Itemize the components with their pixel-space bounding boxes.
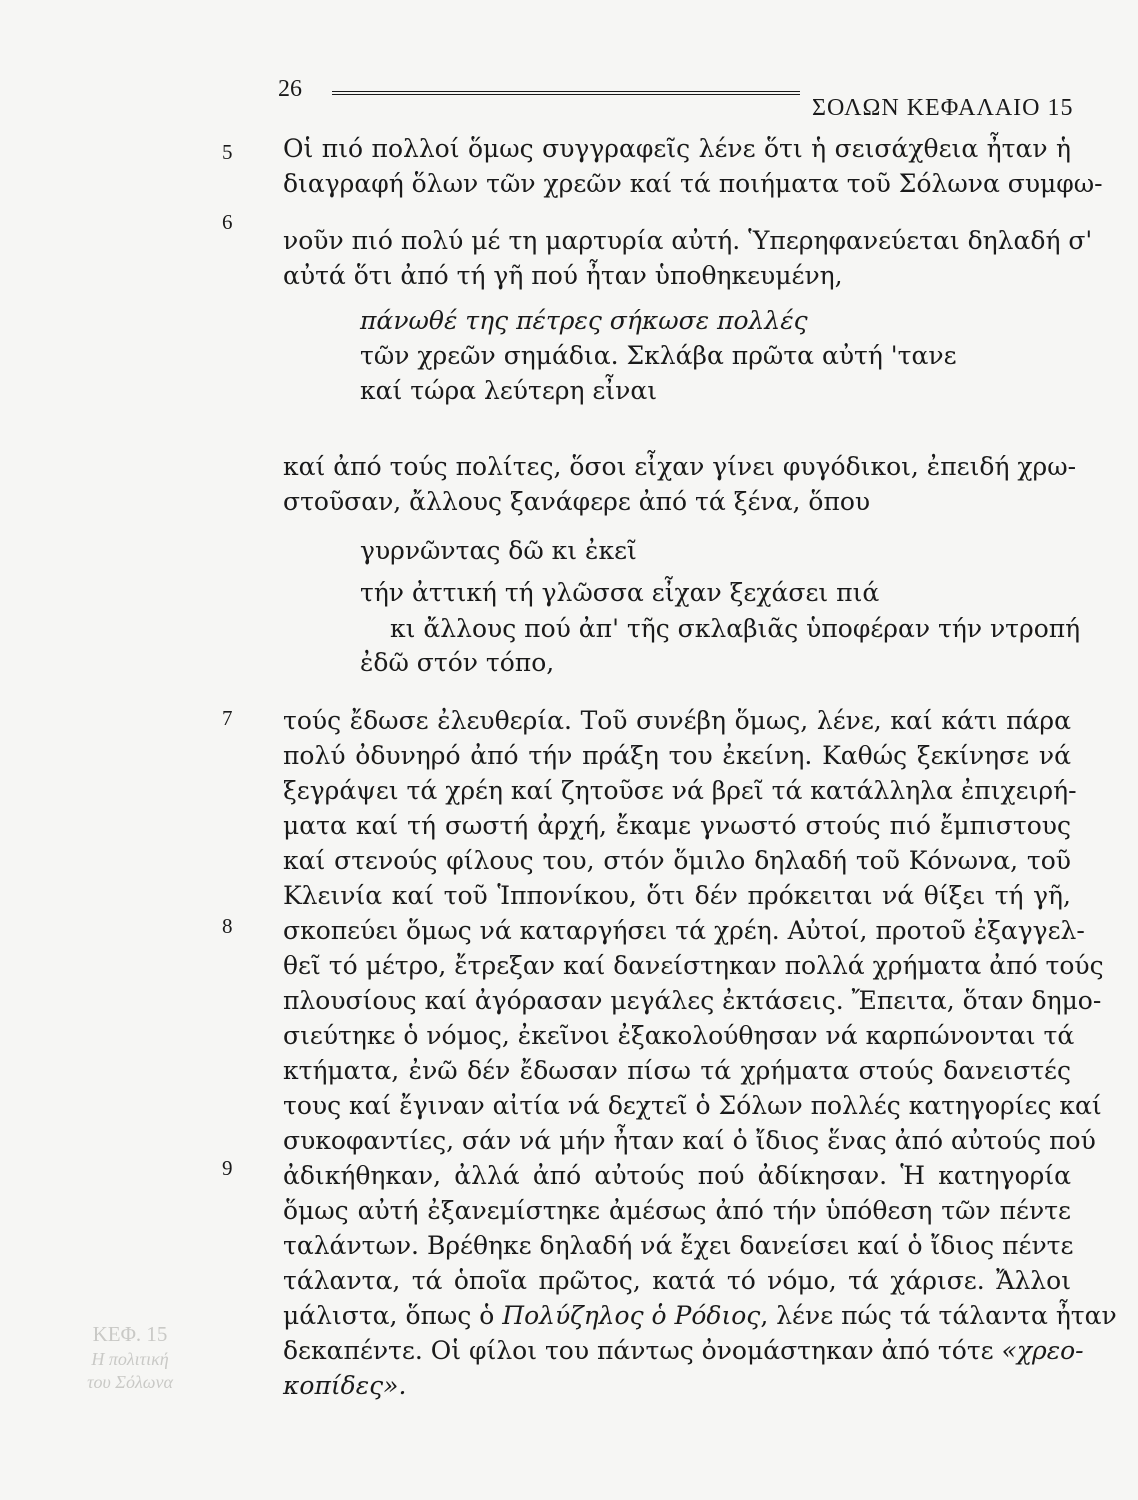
text-line: Κλεινία καί τοῦ Ἱππονίκου, ὅτι δέν πρόκειται νά θίξει τή γῆ, <box>283 881 1071 910</box>
margin-number-6: 6 <box>222 210 233 234</box>
text-line: ἀδικήθηκαν, ἀλλά ἀπό αὐτούς πού ἀδίκησαν. Ἡ κατηγορία <box>283 1161 1071 1190</box>
text-line: τούς ἔδωσε ἐλευθερία. Τοῦ συνέβη ὅμως, λένε, καί κάτι πάρα <box>283 706 1071 735</box>
verse-line: τήν ἀττική τή γλῶσσα εἶχαν ξεχάσει πιά <box>360 578 880 607</box>
text-line: κτήματα, ἐνῶ δέν ἔδωσαν πίσω τά χρήματα στούς δανειστές <box>283 1056 1071 1085</box>
text-line: διαγραφή ὅλων τῶν χρεῶν καί τά ποιήματα τοῦ Σόλωνα συμφω- <box>283 169 1103 198</box>
text-segment: , λένε πώς τά τάλαντα ἦταν <box>760 1301 1117 1330</box>
text-line <box>283 1336 1084 1365</box>
text-line: ὅμως αὐτή ἐξανεμίστηκε ἀμέσως ἀπό τήν ὑπόθεση τῶν πέντε <box>283 1196 1071 1225</box>
text-line: κοπίδες». <box>283 1371 407 1400</box>
page-number: 26 <box>278 76 302 102</box>
text-segment: μάλιστα, ὅπως ὁ <box>283 1301 503 1330</box>
verse-line: καί τώρα λεύτερη εἶναι <box>360 376 658 405</box>
margin-number-5: 5 <box>222 140 233 164</box>
verse-line: γυρνῶντας δῶ κι ἐκεῖ <box>360 536 637 565</box>
text-line: τους καί ἔγιναν αἰτία νά δεχτεῖ ὁ Σόλων πολλές κατηγορίες καί <box>283 1091 1102 1120</box>
verse-line: τῶν χρεῶν σημάδια. Σκλάβα πρῶτα αὐτή 'τανε <box>360 341 957 370</box>
verse-line: ἐδῶ στόν τόπο, <box>360 648 555 677</box>
verse-line: πάνωθέ της πέτρες σήκωσε πολλές <box>360 306 808 335</box>
running-head: ΣΟΛΩΝ ΚΕΦΑΛΑΙΟ 15 <box>812 95 1074 121</box>
margin-note <box>60 1322 200 1393</box>
header-rule <box>332 91 800 95</box>
text-line: θεῖ τό μέτρο, ἔτρεξαν καί δανείστηκαν πολλά χρήματα ἀπό τούς <box>283 951 1104 980</box>
text-line: σκοπεύει ὅμως νά καταργήσει τά χρέη. Αὐτοί, προτοῦ ἐξαγγελ- <box>283 916 1085 945</box>
text-line: συκοφαντίες, σάν νά μήν ἦταν καί ὁ ἴδιος ἕνας ἀπό αὐτούς πού <box>283 1126 1096 1155</box>
margin-number-7: 7 <box>222 706 233 730</box>
text-line: ματα καί τή σωστή ἀρχή, ἔκαμε γνωστό στούς πιό ἔμπιστους <box>283 811 1071 840</box>
text-line: αὐτά ὅτι ἀπό τή γῆ πού ἦταν ὑποθηκευμένη, <box>283 261 843 290</box>
italic-name: Πολύζηλος ὁ Ρόδιος <box>502 1301 761 1330</box>
text-line: καί στενούς φίλους του, στόν ὅμιλο δηλαδή τοῦ Κόνωνα, τοῦ <box>283 846 1071 875</box>
margin-number-9: 9 <box>222 1156 233 1180</box>
text-line: ταλάντων. Βρέθηκε δηλαδή νά ἔχει δανείσει καί ὁ ἴδιος πέντε <box>283 1231 1074 1260</box>
text-line: στοῦσαν, ἄλλους ξανάφερε ἀπό τά ξένα, ὅπου <box>283 487 871 516</box>
italic-term: «χρεο- <box>1001 1336 1084 1365</box>
text-line: νοῦν πιό πολύ μέ τη μαρτυρία αὐτή. Ὑπερηφανεύεται δηλαδή σ' <box>283 226 1093 255</box>
margin-note-label: ΚΕΦ. 15 <box>92 1322 168 1346</box>
text-line: Οἱ πιό πολλοί ὅμως συγγραφεῖς λένε ὅτι ἡ σεισάχθεια ἦταν ἡ <box>283 134 1071 163</box>
text-line: ξεγράψει τά χρέη καί ζητοῦσε νά βρεῖ τά κατάλληλα ἐπιχειρή- <box>283 776 1077 805</box>
verse-line: κι ἄλλους πού ἀπ' τῆς σκλαβιᾶς ὑποφέραν τήν ντροπή <box>390 614 1081 643</box>
margin-note-subtitle: του Σόλωνα <box>87 1372 173 1392</box>
text-line: τάλαντα, τά ὁποῖα πρῶτος, κατά τό νόμο, τά χάρισε. Ἄλλοι <box>283 1266 1071 1295</box>
text-segment: δεκαπέντε. Οἱ φίλοι του πάντως ὀνομάστηκαν ἀπό τότε <box>283 1336 1002 1365</box>
text-line <box>283 1301 1117 1330</box>
text-line: σιεύτηκε ὁ νόμος, ἐκεῖνοι ἐξακολούθησαν νά καρπώνονται τά <box>283 1021 1075 1050</box>
margin-note-subtitle: Η πολιτική <box>91 1349 169 1369</box>
text-line: πολύ ὀδυνηρό ἀπό τήν πράξη του ἐκείνη. Καθώς ξεκίνησε νά <box>283 741 1071 770</box>
text-line: καί ἀπό τούς πολίτες, ὅσοι εἶχαν γίνει φυγόδικοι, ἐπειδή χρω- <box>283 452 1077 481</box>
text-line: πλουσίους καί ἀγόρασαν μεγάλες ἐκτάσεις. Ἔπειτα, ὅταν δημο- <box>283 986 1102 1015</box>
margin-number-8: 8 <box>222 914 233 938</box>
